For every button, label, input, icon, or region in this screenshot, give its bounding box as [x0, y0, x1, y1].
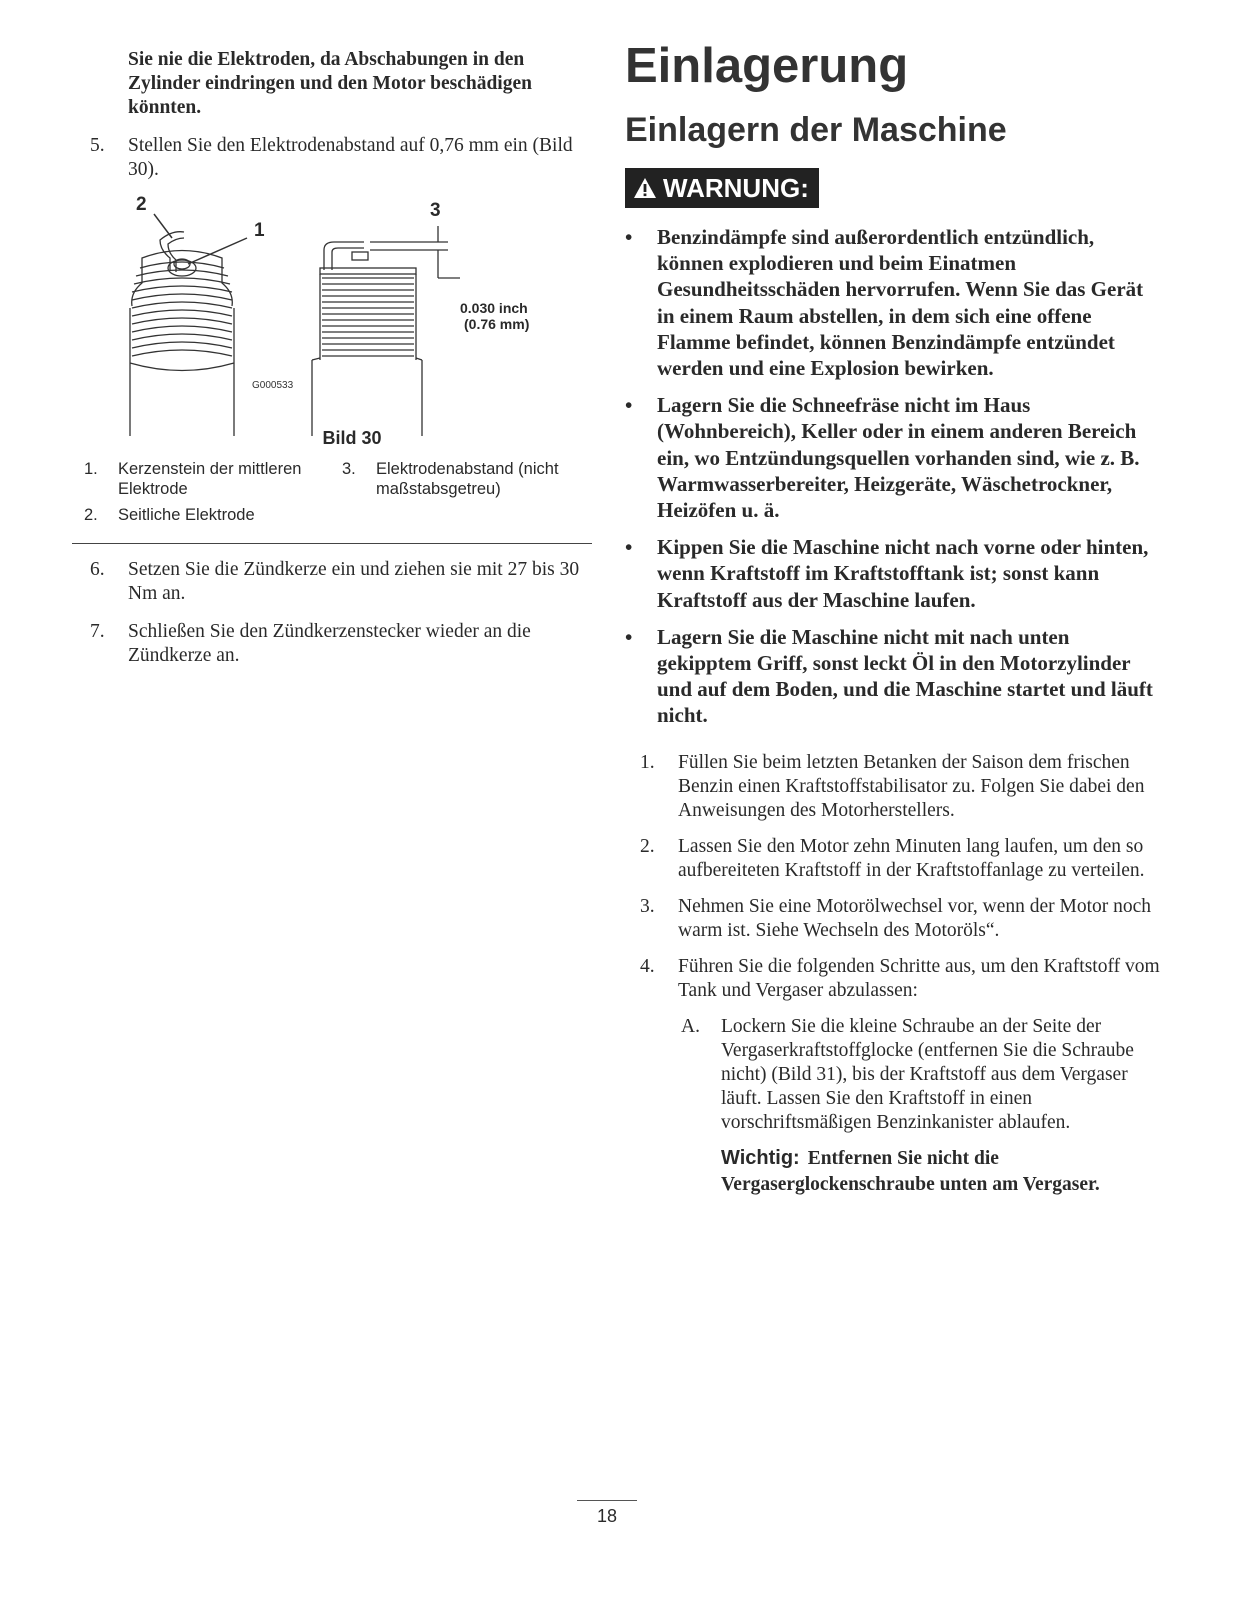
left-column: [72, 48, 592, 668]
figure-caption: Bild 30: [322, 428, 382, 448]
section-heading: Einlagern der Maschine: [625, 111, 1007, 149]
storage-step-2: 2. Lassen Sie den Motor zehn Minuten lang laufen, um den so aufbereiteten Kraftstoff in der Kraftstoffanlage zu verteilen.: [640, 835, 1145, 881]
right-column: [625, 38, 1165, 1198]
important-note: [625, 1145, 1165, 1198]
callout-1: 1: [254, 220, 265, 241]
storage-step-3: 3. Nehmen Sie eine Motorölwechsel vor, wenn der Motor noch warm ist. Siehe Wechseln des Motoröls“.: [640, 895, 1152, 941]
step-number: 7.: [90, 621, 105, 642]
step-7: [72, 620, 592, 668]
important-label: Wichtig:: [721, 1146, 800, 1169]
step-text: Setzen Sie die Zündkerze ein und ziehen sie mit 27 bis 30 Nm an.: [128, 559, 580, 604]
warning-bullet: • Benzindämpfe sind außerordentlich entzündlich, können explodieren und beim Einatmen Gesundheitsschäden hervorrufen. Wenn Sie das Gerät in einem Raum abstellen, in dem sich eine offene Flamme befindet, können Benzindämpfe entzündet werden und eine Explosion bewirken.: [625, 225, 1144, 381]
step-number: 6.: [90, 559, 105, 580]
step-5: [72, 134, 592, 182]
page-title: Einlagerung: [625, 39, 909, 93]
spark-plug-figure: [72, 194, 592, 436]
figure-code: G000533: [252, 380, 294, 391]
bullet-dot-icon: •: [625, 393, 633, 418]
page-number: 18: [596, 1506, 618, 1526]
warning-bullet: • Kippen Sie die Maschine nicht nach vorne oder hinten, wenn Kraftstoff im Kraftstofftank ist; sonst kann Kraftstoff aus der Maschine laufen.: [625, 535, 1149, 612]
bullet-dot-icon: •: [625, 225, 633, 249]
warning-triangle-icon: [633, 177, 657, 199]
warning-banner: [625, 168, 819, 208]
bullet-dot-icon: •: [625, 535, 633, 560]
page-number-rule: [577, 1500, 637, 1501]
warning-label: WARNUNG:: [663, 172, 809, 203]
storage-step-4: 4. Führen Sie die folgenden Schritte aus, um den Kraftstoff vom Tank und Vergaser abzulassen:: [640, 955, 1160, 1001]
storage-substep-a: A. Lockern Sie die kleine Schraube an der Seite der Vergaserkraftstoffglocke (entfernen Sie die Schraube nicht) (Bild 31), bis der Kraftstoff aus dem Vergaser läuft. Lassen Sie den Kraftstoff in einen vorschriftsmäßigen Benzinkanister ablaufen.: [681, 1015, 1134, 1133]
section-divider: [72, 543, 592, 544]
important-text: Entfernen Sie nicht die Vergaserglockenschraube unten am Vergaser.: [721, 1147, 1100, 1195]
step-number: 5.: [90, 135, 105, 156]
gap-dimension-inch: 0.030 inch: [460, 300, 528, 316]
figure-legend: 1. Kerzenstein der mittleren Elektrode 2. Seitliche Elektrode 3. Elektrodenabstand (nicht maßstabsgetreu): [84, 460, 559, 524]
warning-bullet: • Lagern Sie die Schneefräse nicht im Haus (Wohnbereich), Keller oder in einem anderen Bereich ein, wo Entzündungsquellen vorhanden sind, wie z. B. Warmwasserbereiter, Heizgeräte, Wäschetrockner, Heizöfen u. ä.: [625, 393, 1140, 523]
step-text: Schließen Sie den Zündkerzenstecker wieder an die Zündkerze an.: [128, 621, 531, 666]
warning-bullet: • Lagern Sie die Maschine nicht mit nach unten gekipptem Griff, sonst leckt Öl in den Motorzylinder und auf dem Boden, und die Maschine startet und läuft nicht.: [625, 624, 1153, 728]
callout-2: 2: [136, 194, 147, 215]
callout-3: 3: [430, 200, 441, 221]
storage-step-1: 1. Füllen Sie beim letzten Betanken der Saison dem frischen Benzin einen Kraftstoffstabilisator zu. Folgen Sie dabei den Anweisungen des Motorherstellers.: [640, 751, 1145, 821]
bullet-dot-icon: •: [625, 624, 633, 649]
storage-steps: [625, 751, 1165, 1198]
gap-dimension-mm: (0.76 mm): [464, 316, 530, 332]
warning-continuation: Sie nie die Elektroden, da Abschabungen in den Zylinder eindringen und den Motor beschädigen könnten.: [128, 49, 532, 118]
step-6: [72, 558, 592, 606]
warning-bullets: [625, 224, 1165, 729]
step-text: Stellen Sie den Elektrodenabstand auf 0,76 mm ein (Bild 30).: [128, 135, 573, 180]
